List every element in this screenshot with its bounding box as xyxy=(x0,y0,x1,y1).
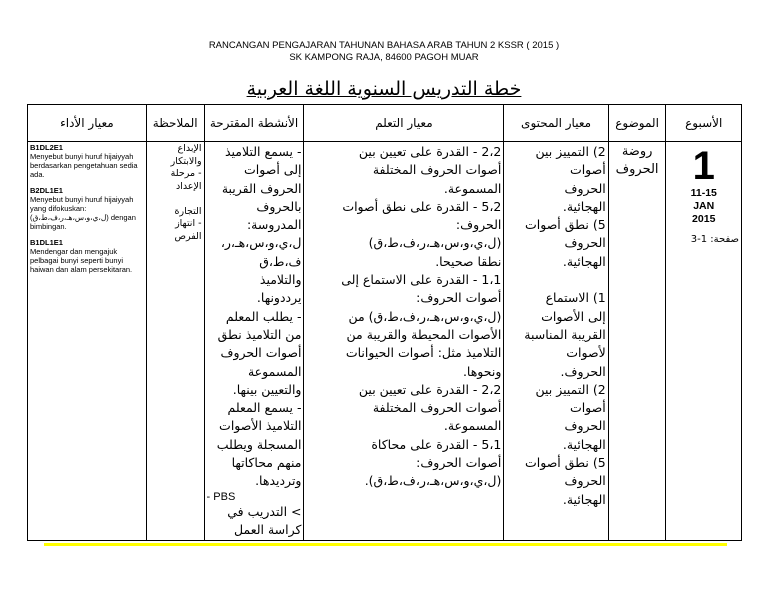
performance-code: B1DL2E1 xyxy=(30,143,63,152)
note-line: الفرص xyxy=(174,230,202,242)
learning-standard-line: أصوات الحروف: xyxy=(416,290,502,306)
activity-line: الحروف القريبة xyxy=(221,180,302,196)
activity-line: ل،ي،و،س،هـ،ر، xyxy=(220,235,302,251)
activity-end-line: > التدريب في xyxy=(227,503,302,519)
content-standard-line: إلى الأصوات xyxy=(541,308,606,324)
content-standard-line: الحروف xyxy=(564,180,606,196)
activity-line: بالحروف xyxy=(256,198,302,214)
learning-standard-line: 5،2 - القدرة على نطق أصوات xyxy=(342,198,502,214)
performance-text: Mendengar dan mengajuk pelbagai bunyi seperti bunyi haiwan dan alam persekitaran. xyxy=(30,247,133,274)
content-standard-line: الهجائية. xyxy=(562,253,606,269)
content-standard-line: لأصوات xyxy=(566,345,606,361)
learning-standard-line: (ل،ي،و،س،هـ،ر،ف،ط،ق) xyxy=(368,235,502,251)
performance-item xyxy=(30,143,144,179)
col-header-learning-standard: معيار التعلم xyxy=(304,105,504,142)
activity-line: ف،ط،ق xyxy=(259,253,302,269)
col-header-content-standard: معيار المحتوى xyxy=(504,105,608,142)
content-standard-line: أصوات xyxy=(569,162,606,178)
learning-standard-line: التلاميذ مثل: أصوات الحيوانات xyxy=(345,345,502,361)
learning-standard-line: ونحوها. xyxy=(462,363,502,379)
learning-standard-line: المسموعة. xyxy=(443,418,502,434)
yellow-divider-line xyxy=(44,543,727,546)
note-line: الإعداد xyxy=(175,180,202,192)
note-line: - مرحلة xyxy=(170,168,202,179)
activity-line: - يسمع المعلم xyxy=(227,400,302,416)
note-line: - انتهاز xyxy=(175,218,202,229)
content-standard-line: الهجائية. xyxy=(562,198,606,214)
content-standard-line: القريبة المناسبة xyxy=(524,326,606,342)
learning-standard-line: 1،1 - القدرة على الاستماع إلى xyxy=(341,272,502,288)
content-standard-line: 5) نطق أصوات xyxy=(525,455,606,471)
content-standard-line xyxy=(506,271,605,289)
activity-line: المدروسة: xyxy=(246,217,302,233)
content-standard-line: الحروف xyxy=(564,473,606,489)
learning-standard-line: الحروف: xyxy=(455,217,502,233)
note-line: الإبداع xyxy=(177,143,202,154)
learning-standard-line: نطقا صحيحا. xyxy=(435,253,502,269)
col-header-topic: الموضوع xyxy=(608,105,666,142)
pbs-label: - PBS xyxy=(206,490,236,503)
cell-performance xyxy=(28,142,147,541)
content-standard-line: 5) نطق أصوات xyxy=(525,217,606,233)
week-page-ref: صفحة: 1-3 xyxy=(690,234,739,245)
learning-standard-line: (ل،ي،و،س،هـ،ر،ف،ط،ق) من xyxy=(348,308,502,324)
performance-text: Menyebut bunyi huruf hijaiyyah yang difokuskan: (ل،ي،و،س،هـ،ر،ف،ط،ق) dengan bimbingan. xyxy=(30,195,136,231)
note-line: التجارة xyxy=(174,205,202,217)
topic-line: روضة xyxy=(621,144,653,159)
week-date-line: 2015 xyxy=(692,213,716,225)
note-line: والابتكار xyxy=(170,155,202,167)
col-header-notes: الملاحظة xyxy=(146,105,204,142)
content-standard-line: الحروف xyxy=(564,235,606,251)
activity-line: منهم محاكاتها xyxy=(231,455,302,471)
learning-standard-line: (ل،ي،و،س،هـ،ر،ف،ط،ق). xyxy=(364,473,502,489)
activity-line: والتلاميذ xyxy=(259,272,302,288)
cell-week xyxy=(666,142,742,541)
performance-code: B1DL1E1 xyxy=(30,238,63,247)
week-date-line: JAN xyxy=(693,200,715,212)
activity-line: المسجلة ويطلب xyxy=(216,436,302,452)
arabic-title: خطة التدريس السنوية اللغة العربية xyxy=(246,78,522,100)
header-school-line: SK KAMPONG RAJA, 84600 PAGOH MUAR xyxy=(289,52,479,63)
week-date-line: 11-15 xyxy=(690,187,717,199)
performance-text: Menyebut bunyi huruf hijaiyyah berdasarkan pengetahuan sedia ada. xyxy=(30,152,138,179)
content-standard-line: 1) الاستماع xyxy=(545,290,606,306)
note-line xyxy=(149,193,202,206)
activity-line: أصوات الحروف xyxy=(220,345,302,361)
week-number: 1 xyxy=(692,144,715,188)
cell-learning-standard xyxy=(304,142,504,541)
table-header-row xyxy=(28,105,742,142)
activity-line: إلى أصوات xyxy=(244,162,302,178)
content-standard-line: 2) التمييز بين xyxy=(535,144,606,159)
learning-standard-line: أصوات الحروف المختلفة xyxy=(372,162,502,178)
learning-standard-line: 5،1 - القدرة على محاكاة xyxy=(371,436,502,452)
learning-standard-line: الأصوات المحيطة والقريبة من xyxy=(346,326,502,342)
cell-activities xyxy=(204,142,304,541)
col-header-activities: الأنشطة المقترحة xyxy=(204,105,304,142)
col-header-performance: معيار الأداء xyxy=(28,105,147,142)
topic-line: الحروف xyxy=(615,162,659,177)
content-standard-line: الحروف. xyxy=(560,363,606,379)
content-standard-line: الهجائية. xyxy=(562,491,606,507)
content-standard-line: الهجائية. xyxy=(562,436,606,452)
activity-line: التلاميذ الأصوات xyxy=(219,418,302,434)
content-standard-line: 2) التمييز بين xyxy=(535,381,606,397)
content-standard-line: أصوات xyxy=(569,400,606,416)
activity-line: المسموعة xyxy=(247,363,302,379)
learning-standard-line: المسموعة. xyxy=(443,180,502,196)
learning-standard-line: أصوات الحروف المختلفة xyxy=(372,400,502,416)
activity-line: من التلاميذ نطق xyxy=(217,326,302,342)
activity-line: والتعيين بينها. xyxy=(232,381,302,397)
header-title-line1: RANCANGAN PENGAJARAN TAHUNAN BAHASA ARAB TAHUN 2 KSSR ( 2015 ) xyxy=(208,40,560,51)
table-row xyxy=(28,142,742,541)
performance-item xyxy=(30,186,144,231)
activity-line: وترديدها. xyxy=(255,473,302,489)
performance-code: B2DL1E1 xyxy=(30,186,63,195)
activity-line: - يسمع التلاميذ xyxy=(224,144,302,159)
activity-line: - يطلب المعلم xyxy=(225,308,302,324)
cell-topic xyxy=(608,142,666,541)
activity-end-line: كراسة العمل xyxy=(234,521,302,537)
cell-content-standard xyxy=(504,142,608,541)
plan-table xyxy=(27,104,742,541)
learning-standard-line: أصوات الحروف: xyxy=(416,455,502,471)
learning-standard-line: 2،2 - القدرة على تعيين بين xyxy=(358,144,502,159)
performance-item xyxy=(30,238,144,274)
col-header-week: الأسبوع xyxy=(666,105,742,142)
cell-notes xyxy=(146,142,204,541)
activity-line: يرددونها. xyxy=(256,290,302,306)
content-standard-line: الحروف xyxy=(564,418,606,434)
learning-standard-line: 2،2 - القدرة على تعيين بين xyxy=(358,381,502,397)
